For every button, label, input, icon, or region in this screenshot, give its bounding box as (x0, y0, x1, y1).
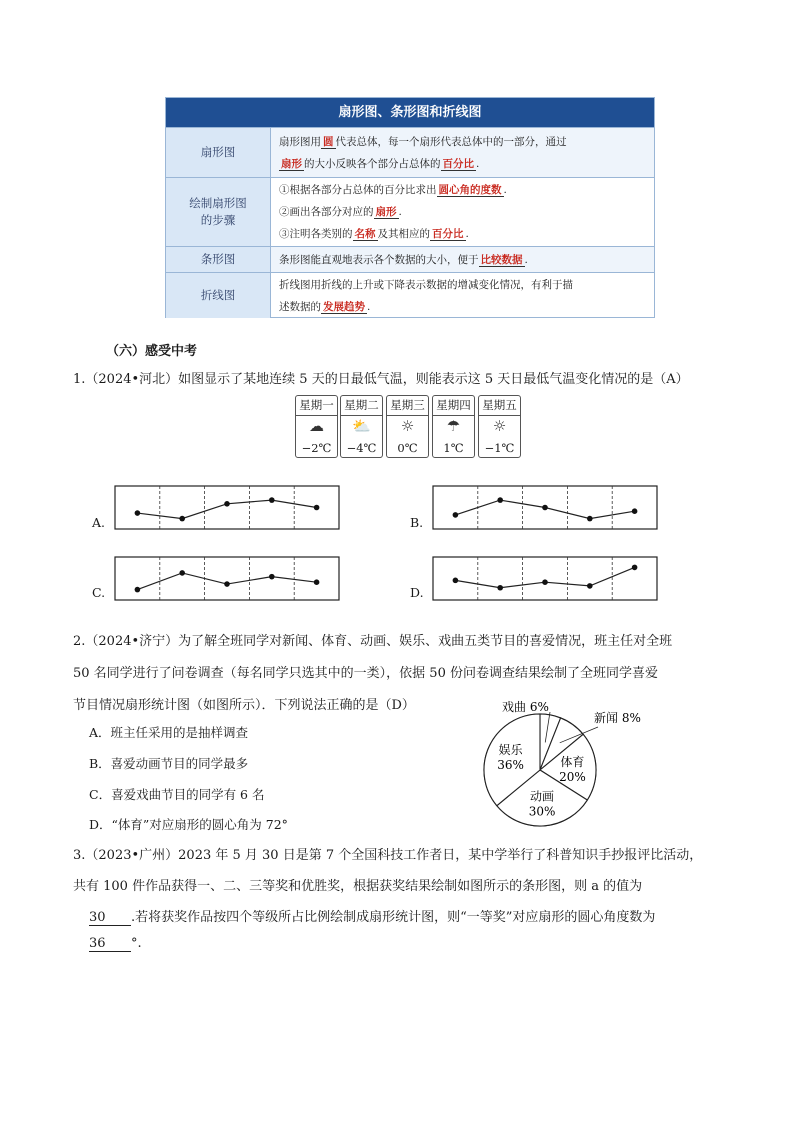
data-point (314, 579, 320, 585)
slice-label: 戏曲 6% (502, 700, 549, 714)
option-label: D. (410, 585, 424, 600)
data-point (453, 578, 459, 584)
q2-line: 2.（2024•济宁）为了解全班同学对新闻、体育、动画、娱乐、戏曲五类节目的喜爱情况，班主任对全班 (73, 634, 673, 649)
graph-frame (115, 486, 339, 529)
weather-card: 星期一 ☁ −2℃ (295, 395, 338, 458)
slice-label: 动画 (530, 789, 555, 804)
q3-line: 30 .若将获奖作品按四个等级所占比例绘制成扇形统计图，则“一等奖”对应扇形的圆心角度数为 (89, 910, 656, 925)
option-label: A. (92, 515, 106, 530)
sun-icon: ☼ (400, 417, 415, 435)
data-point (542, 505, 548, 511)
q2-line: 节目情况扇形统计图（如图所示）．下列说法正确的是（D） (73, 698, 415, 713)
data-point (587, 516, 593, 522)
data-point (135, 510, 141, 516)
q2-option: D．“体育”对应扇形的圆心角为 72° (89, 817, 288, 832)
row-content: 条形图能直观地表示各个数据的大小，便于 比较数据 . (279, 253, 528, 266)
data-point (179, 516, 185, 522)
weather-card: 星期四 ☂ 1℃ (432, 395, 475, 458)
weather-card: 星期三 ☼ 0℃ (386, 395, 429, 458)
graph-frame (115, 557, 339, 600)
data-point (542, 579, 548, 585)
pie-chart (470, 690, 670, 840)
option-label: C. (92, 585, 106, 600)
data-point (587, 583, 593, 589)
row-content: 扇形图用 圆 代表总体，每一个扇形代表总体中的一部分，通过 扇形 的大小反映各个部分占总体的 百分比 . (279, 135, 567, 170)
option-a-graph (114, 485, 340, 530)
row-label: 折线图 (166, 273, 271, 318)
q3-line: 共有 100 件作品获得一、二、三等奖和优胜奖，根据获奖结果绘制如图所示的条形图，则 a 的值为 (73, 879, 643, 894)
answer-blank: 36 (89, 936, 131, 952)
slice-label: 体育 (560, 754, 585, 769)
q1-stem: 1.（2024•河北）如图显示了某地连续 5 天的日最低气温，则能表示这 5 天日最低气温变化情况的是（A） (73, 372, 689, 387)
table-row (166, 246, 654, 272)
graph-frame (433, 557, 657, 600)
data-point (314, 505, 320, 511)
data-point (179, 570, 185, 576)
q2-option: C．喜爱戏曲节目的同学有 6 名 (89, 787, 265, 802)
q2-option: A．班主任采用的是抽样调查 (89, 725, 249, 740)
data-point (224, 501, 230, 507)
slice-value: 20% (559, 769, 586, 784)
data-point (453, 512, 459, 518)
data-point (497, 585, 503, 591)
row-label: 绘制扇形图的步骤 (166, 178, 271, 246)
weather-card: 星期二 ⛅ −4℃ (340, 395, 383, 458)
slice-value: 36% (497, 758, 524, 773)
q3-line: 36 °. (89, 936, 142, 951)
option-d-graph (432, 556, 658, 601)
summary-table (165, 97, 655, 318)
q2-option: B．喜爱动画节目的同学最多 (89, 756, 249, 771)
slice-label: 新闻 8% (594, 711, 641, 725)
sun-icon: ☼ (492, 417, 507, 435)
data-point (224, 581, 230, 587)
data-point (135, 587, 141, 593)
weather-card: 星期五 ☼ −1℃ (478, 395, 521, 458)
row-label: 扇形图 (166, 128, 271, 177)
data-point (497, 497, 503, 503)
table-title: 扇形图、条形图和折线图 (166, 98, 654, 127)
data-point (269, 497, 275, 503)
slice-value: 30% (528, 804, 556, 819)
data-point (269, 574, 275, 580)
slice-label: 娱乐 (498, 743, 523, 758)
row-content: 折线图用折线的上升或下降表示数据的增减变化情况，有利于描 述数据的 发展趋势 . (279, 278, 573, 313)
table-row (166, 272, 654, 318)
option-b-graph (432, 485, 658, 530)
data-point (632, 565, 638, 571)
cloud-icon: ☁ (309, 417, 324, 435)
answer-blank: 30 (89, 910, 131, 926)
data-point (632, 508, 638, 514)
q2-line: 50 名同学进行了问卷调查（每名同学只选其中的一类），依据 50 份问卷调查结果绘制了全班同学喜爱 (73, 666, 658, 681)
option-c-graph (114, 556, 340, 601)
table-row (166, 127, 654, 177)
option-label: B. (410, 515, 424, 530)
table-row (166, 177, 654, 246)
rain-icon: ☂ (446, 417, 461, 435)
row-label: 条形图 (166, 247, 271, 272)
q3-line: 3.（2023•广州）2023 年 5 月 30 日是第 7 个全国科技工作者日，某中学举行了科普知识手抄报评比活动， (73, 848, 703, 863)
row-content: ①根据各部分占总体的百分比求出 圆心角的度数 . ②画出各部分对应的 扇形 . ③注明各类别的 名称 及其相应的 百分比 . (279, 184, 507, 240)
cloud-sun-icon: ⛅ (352, 417, 371, 435)
section-title: （六）感受中考 (106, 344, 198, 359)
